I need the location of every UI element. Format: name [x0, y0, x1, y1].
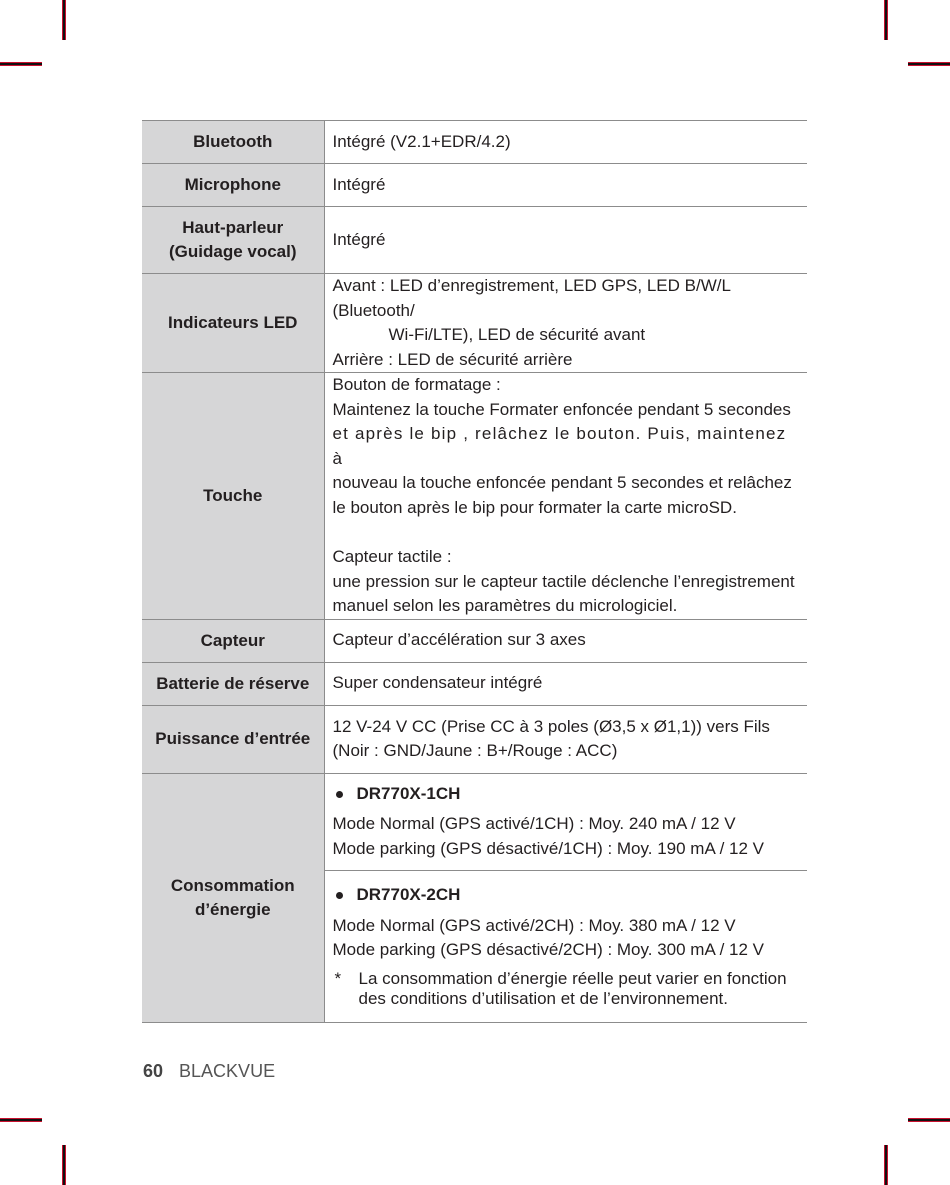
model-name-2ch: DR770X-2CH	[356, 885, 461, 905]
label-bluetooth: Bluetooth	[142, 121, 324, 164]
value-led	[324, 274, 807, 373]
value-consumption-2ch	[324, 870, 807, 1022]
consumption-note	[333, 969, 800, 1009]
row-microphone	[142, 164, 807, 207]
touch-sensor-line2: manuel selon les paramètres du micrologiciel.	[332, 596, 678, 615]
crop-mark-bottom-left-horizontal	[0, 1118, 42, 1122]
led-front-line2: Wi-Fi/LTE), LED de sécurité avant	[388, 325, 646, 344]
crop-mark-top-left-vertical	[62, 0, 66, 40]
touch-format-line2: et après le bip , relâchez le bouton. Puis, maintenez à	[332, 424, 787, 468]
touch-format-line4: le bouton après le bip pour formater la carte microSD.	[332, 497, 737, 517]
label-touch: Touche	[142, 373, 324, 620]
value-touch	[324, 373, 807, 620]
value-battery: Super condensateur intégré	[324, 662, 807, 705]
crop-mark-bottom-left-vertical	[62, 1145, 66, 1185]
model-1ch-normal: Mode Normal (GPS activé/1CH) : Moy. 240 mA / 12 V	[332, 814, 736, 834]
value-power-input	[324, 705, 807, 773]
power-input-line2: (Noir : GND/Jaune : B+/Rouge : ACC)	[332, 741, 618, 760]
model-name-1ch: DR770X-1CH	[356, 783, 461, 803]
touch-format-line3: nouveau la touche enfoncée pendant 5 secondes et relâchez	[332, 473, 792, 492]
power-input-line1: 12 V-24 V CC (Prise CC à 3 poles (Ø3,5 x Ø1,1)) vers Fils	[332, 716, 770, 736]
page-number: 60	[143, 1061, 164, 1081]
label-speaker-line2: (Guidage vocal)	[168, 242, 297, 261]
row-led	[142, 274, 807, 373]
label-consumption-line1: Consommation	[170, 875, 295, 895]
label-speaker-line1: Haut-parleur	[182, 218, 284, 237]
label-consumption	[142, 773, 324, 1022]
value-consumption-1ch	[324, 773, 807, 870]
label-sensor: Capteur	[142, 619, 324, 662]
value-bluetooth: Intégré (V2.1+EDR/4.2)	[324, 121, 807, 164]
label-microphone: Microphone	[142, 164, 324, 207]
row-sensor	[142, 619, 807, 662]
led-rear: Arrière : LED de sécurité arrière	[332, 349, 573, 369]
brand-name: BLACKVUE	[179, 1061, 276, 1081]
crop-mark-top-right-vertical	[884, 0, 888, 40]
model-2ch-parking: Mode parking (GPS désactivé/2CH) : Moy. 300 mA / 12 V	[332, 940, 764, 960]
note-line2: des conditions d’utilisation et de l’environnement.	[358, 988, 729, 1008]
row-battery	[142, 662, 807, 705]
row-consumption-1ch	[142, 773, 807, 870]
label-power-input: Puissance d’entrée	[142, 705, 324, 773]
crop-mark-bottom-right-horizontal	[908, 1118, 950, 1122]
page-footer	[143, 1061, 275, 1082]
crop-mark-top-left-horizontal	[0, 62, 42, 66]
model-1ch-parking: Mode parking (GPS désactivé/1CH) : Moy. 190 mA / 12 V	[332, 838, 764, 858]
label-battery: Batterie de réserve	[142, 662, 324, 705]
led-front-line1: Avant : LED d’enregistrement, LED GPS, LED B/W/L (Bluetooth/	[332, 276, 731, 320]
touch-sensor-title: Capteur tactile :	[332, 547, 452, 566]
model-2ch-normal: Mode Normal (GPS activé/2CH) : Moy. 380 mA / 12 V	[332, 915, 736, 935]
touch-format-title: Bouton de formatage :	[332, 375, 501, 394]
note-asterisk: *	[334, 968, 342, 988]
model-heading-2ch	[333, 883, 800, 908]
model-heading-1ch	[333, 782, 800, 807]
crop-mark-top-right-horizontal	[908, 62, 950, 66]
spec-table	[142, 120, 807, 1023]
label-consumption-line2: d’énergie	[194, 899, 271, 919]
value-microphone: Intégré	[324, 164, 807, 207]
bullet-icon	[336, 791, 343, 798]
value-sensor: Capteur d’accélération sur 3 axes	[324, 619, 807, 662]
touch-format-line1: Maintenez la touche Formater enfoncée pendant 5 secondes	[332, 399, 791, 419]
row-touch	[142, 373, 807, 620]
value-speaker: Intégré	[324, 207, 807, 274]
note-line1: La consommation d’énergie réelle peut varier en fonction	[358, 968, 787, 988]
label-led: Indicateurs LED	[142, 274, 324, 373]
touch-sensor-line1: une pression sur le capteur tactile déclenche l’enregistrement	[332, 571, 795, 591]
row-speaker	[142, 207, 807, 274]
row-bluetooth	[142, 121, 807, 164]
bullet-icon	[336, 892, 343, 899]
row-power-input	[142, 705, 807, 773]
label-speaker	[142, 207, 324, 274]
crop-mark-bottom-right-vertical	[884, 1145, 888, 1185]
